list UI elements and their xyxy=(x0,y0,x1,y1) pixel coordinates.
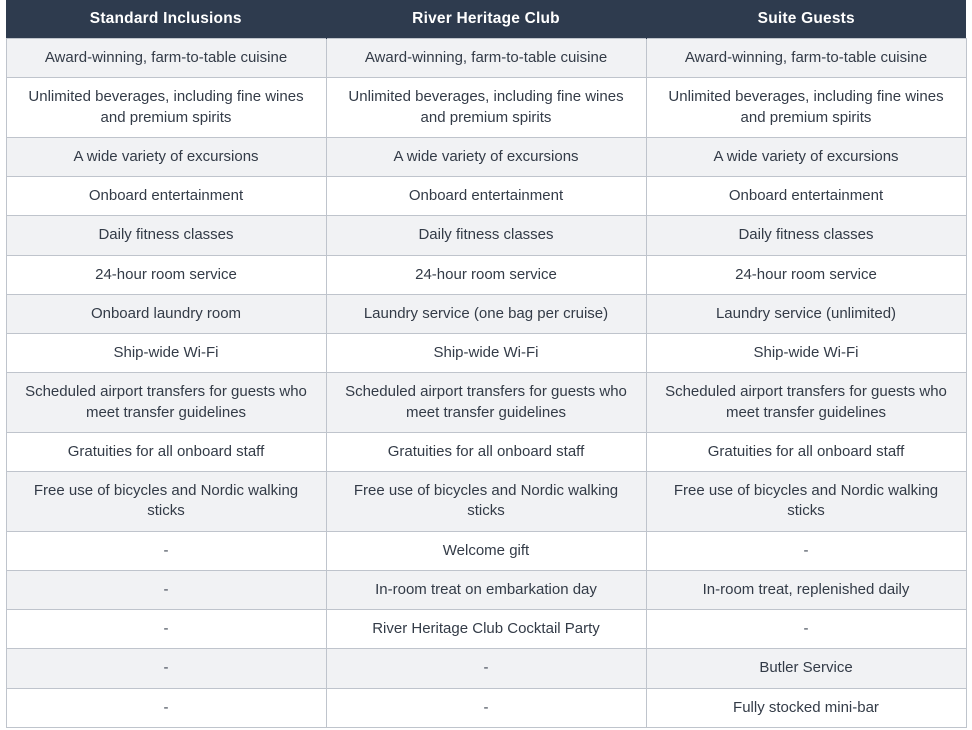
table-cell: - xyxy=(646,610,966,649)
table-row xyxy=(6,334,966,373)
table-cell: Onboard entertainment xyxy=(646,177,966,216)
table-cell: Ship-wide Wi-Fi xyxy=(326,334,646,373)
table-row xyxy=(6,39,966,78)
table-cell: - xyxy=(326,688,646,727)
table-cell: Daily fitness classes xyxy=(326,216,646,255)
table-cell: Daily fitness classes xyxy=(646,216,966,255)
table-cell: A wide variety of excursions xyxy=(646,137,966,176)
table-cell: - xyxy=(646,531,966,570)
table-cell: Scheduled airport transfers for guests who meet transfer guidelines xyxy=(6,373,326,433)
table-cell: Onboard laundry room xyxy=(6,294,326,333)
table-cell: Scheduled airport transfers for guests who meet transfer guidelines xyxy=(326,373,646,433)
table-cell: Ship-wide Wi-Fi xyxy=(6,334,326,373)
table-cell: - xyxy=(6,610,326,649)
table-cell: Gratuities for all onboard staff xyxy=(326,432,646,471)
table-cell: - xyxy=(6,570,326,609)
table-row xyxy=(6,255,966,294)
table-row xyxy=(6,216,966,255)
table-cell: Gratuities for all onboard staff xyxy=(6,432,326,471)
table-cell: Free use of bicycles and Nordic walking sticks xyxy=(646,472,966,532)
table-cell: Laundry service (unlimited) xyxy=(646,294,966,333)
table-row xyxy=(6,137,966,176)
table-cell: A wide variety of excursions xyxy=(326,137,646,176)
table-cell: Award-winning, farm-to-table cuisine xyxy=(326,39,646,78)
table-row xyxy=(6,78,966,138)
table-cell: Gratuities for all onboard staff xyxy=(646,432,966,471)
table-header-row xyxy=(6,0,966,39)
table-cell: - xyxy=(6,688,326,727)
table-cell: 24-hour room service xyxy=(6,255,326,294)
column-header-standard-inclusions: Standard Inclusions xyxy=(6,0,326,39)
table-cell: Laundry service (one bag per cruise) xyxy=(326,294,646,333)
table-cell: Unlimited beverages, including fine wines and premium spirits xyxy=(326,78,646,138)
table-cell: Free use of bicycles and Nordic walking sticks xyxy=(6,472,326,532)
table-row xyxy=(6,472,966,532)
table-cell: - xyxy=(326,649,646,688)
table-row xyxy=(6,649,966,688)
table-row xyxy=(6,610,966,649)
table-cell: River Heritage Club Cocktail Party xyxy=(326,610,646,649)
table-row xyxy=(6,294,966,333)
table-row xyxy=(6,177,966,216)
table-row xyxy=(6,570,966,609)
column-header-suite-guests: Suite Guests xyxy=(646,0,966,39)
table-row xyxy=(6,373,966,433)
table-cell: In-room treat on embarkation day xyxy=(326,570,646,609)
table-cell: Award-winning, farm-to-table cuisine xyxy=(646,39,966,78)
table-cell: 24-hour room service xyxy=(326,255,646,294)
table-cell: Daily fitness classes xyxy=(6,216,326,255)
table-cell: Butler Service xyxy=(646,649,966,688)
table-cell: Onboard entertainment xyxy=(6,177,326,216)
table-header xyxy=(6,0,966,39)
table-cell: Unlimited beverages, including fine wines and premium spirits xyxy=(646,78,966,138)
column-header-river-heritage-club: River Heritage Club xyxy=(326,0,646,39)
table-body xyxy=(6,39,966,728)
table-cell: Fully stocked mini-bar xyxy=(646,688,966,727)
table-cell: Unlimited beverages, including fine wines and premium spirits xyxy=(6,78,326,138)
table-row xyxy=(6,688,966,727)
table-cell: Free use of bicycles and Nordic walking sticks xyxy=(326,472,646,532)
table-cell: Welcome gift xyxy=(326,531,646,570)
table-cell: A wide variety of excursions xyxy=(6,137,326,176)
table-cell: - xyxy=(6,531,326,570)
inclusions-comparison-table xyxy=(6,0,967,728)
table-row xyxy=(6,531,966,570)
table-cell: In-room treat, replenished daily xyxy=(646,570,966,609)
table-cell: Scheduled airport transfers for guests who meet transfer guidelines xyxy=(646,373,966,433)
table-cell: Ship-wide Wi-Fi xyxy=(646,334,966,373)
table-cell: Onboard entertainment xyxy=(326,177,646,216)
table-cell: 24-hour room service xyxy=(646,255,966,294)
table-row xyxy=(6,432,966,471)
table-cell: - xyxy=(6,649,326,688)
table-cell: Award-winning, farm-to-table cuisine xyxy=(6,39,326,78)
